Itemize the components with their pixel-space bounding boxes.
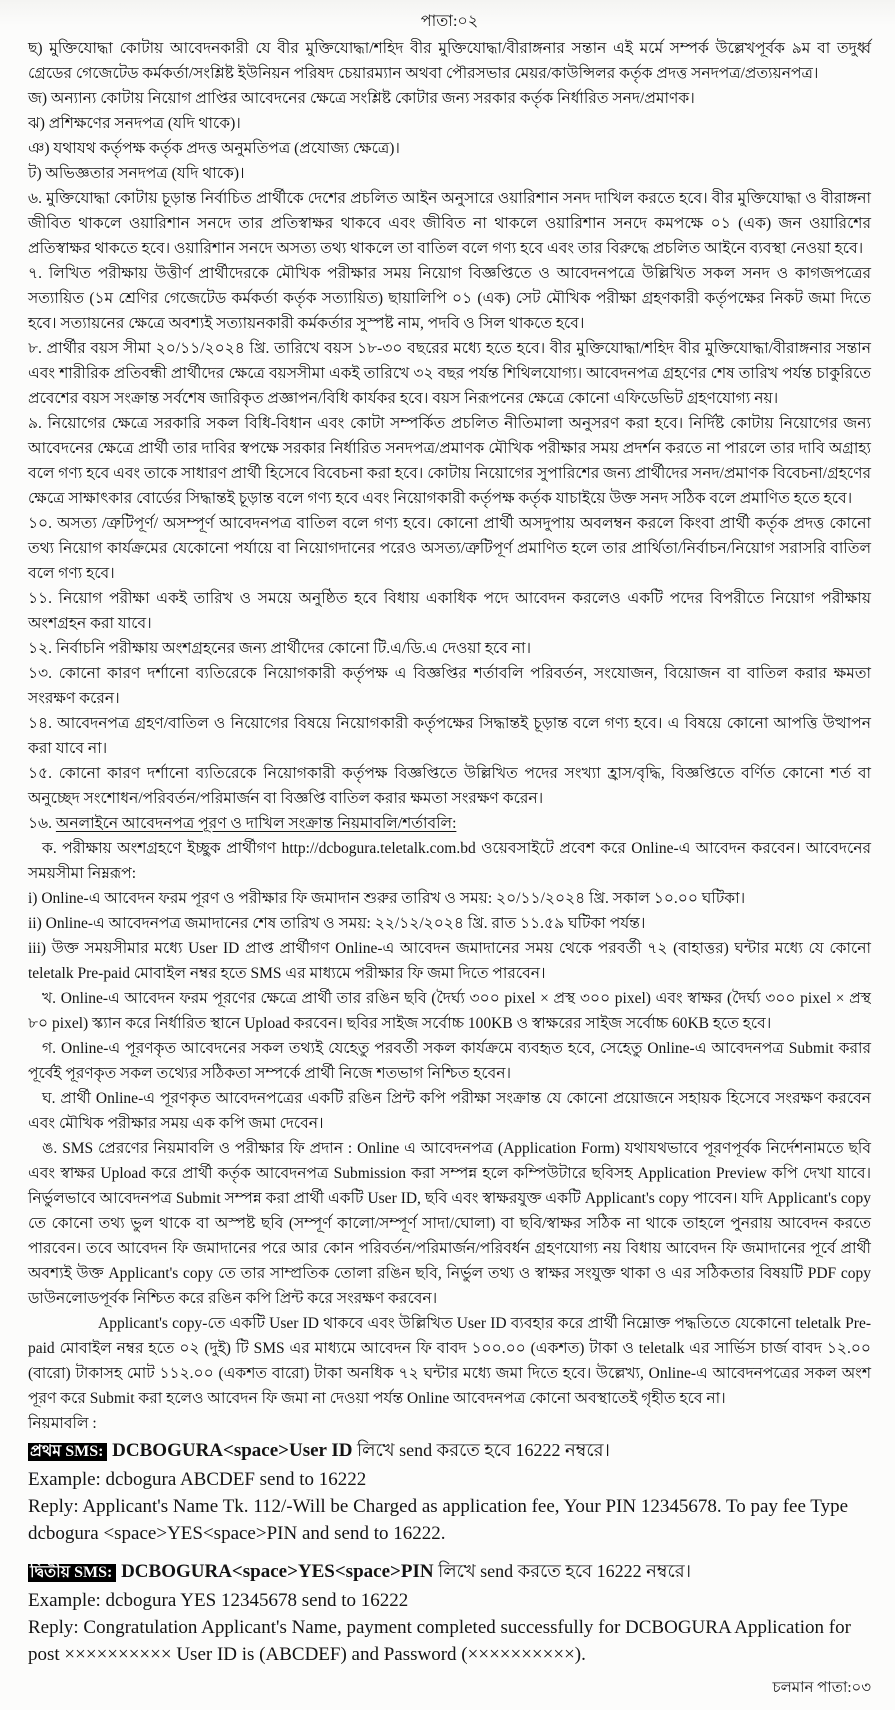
first-sms-reply: Reply: Applicant's Name Tk. 112/-Will be Charged as application fee, Your PIN 12345678. To pay fee Type dcbogura <space>YES<space>PIN and send to 16222. xyxy=(28,1496,849,1544)
rules-label: নিয়মাবলি : xyxy=(28,1415,97,1432)
page-number-header: পাতা:০২ xyxy=(420,13,479,30)
text-segment: লিখে send করতে হবে 16222 নম্বরে। xyxy=(433,1561,692,1581)
item-ta: ট) অভিজ্ঞতার সনদপত্র (যদি থাকে)। xyxy=(28,165,245,182)
text-segment: অনলাইনে আবেদনপত্র পূরণ ও দাখিল সংক্রান্ত নিয়মাবলি/শর্তাবলি: xyxy=(55,815,457,832)
timeline-i: i) Online-এ আবেদন ফরম পূরণ ও পরীক্ষার ফি জমাদান শুরুর তারিখ ও সময়: ২০/১১/২০২৪ খ্রি. সকাল ১০.০০ ঘটিকা। xyxy=(28,890,746,907)
first-sms-line xyxy=(28,1436,871,1466)
item-ja: জ) অন্যান্য কোটায় নিয়োগ প্রাপ্তির আবেদনের ক্ষেত্রে সংশ্লিষ্ট কোটার জন্য সরকার কর্তৃক নির্ধারিত সনদ/প্রমাণক। xyxy=(28,90,695,107)
item-jha: ঝ) প্রশিক্ষণের সনদপত্র (যদি থাকে)। xyxy=(28,115,241,132)
applicants-copy-para: Applicant's copy-তে একটি User ID থাকবে এবং উল্লিখিত User ID ব্যবহার করে প্রার্থী নিম্নোক্ত পদ্ধতিতে যেকোনো teletalk Pre-paid মোবাইল নম্বর হতে ০২ (দুই) টি SMS এর মাধ্যমে আবেদন ফি বাবদ ১০০.০০ (একশত) টাকা ও teletalk এর সার্ভিস চার্জ বাবদ ১২.০০ (বারো) টাকাসহ মোট ১১২.০০ (একশত বারো) টাকা অনধিক ৭২ ঘন্টার মধ্যে জমা দিতে হবে। উল্লেখ্য, Online-এ আবেদনপত্রের সকল অংশ পূরণ করে Submit করা হলেও আবেদন ফি জমা না দেওয়া পর্যন্ত Online আবেদনপত্র কোনো অবস্থাতেই গৃহীত হবে না। xyxy=(28,1315,871,1407)
item-ga: গ. Online-এ পূরণকৃত আবেদনের সকল তথ্যই যেহেতু পরবর্তী সকল কার্যক্রমে ব্যবহৃত হবে, সেহেতু Online-এ আবেদনপত্র Submit করার পূর্বেই পূরণকৃত সকল তথ্যের সঠিকতা সম্পর্কে প্রার্থী নিজে শতভাগ নিশ্চিত হবেন। xyxy=(28,1040,871,1082)
text-segment: DCBOGURA<space>User ID xyxy=(107,1440,353,1461)
item-16-heading xyxy=(28,811,871,836)
text-segment: DCBOGURA<space>YES<space>PIN xyxy=(116,1561,434,1582)
item-12: ১২. নির্বাচনি পরীক্ষায় অংশগ্রহনের জন্য প্রার্থীদের কোনো টি.এ/ডি.এ দেওয়া হবে না। xyxy=(28,640,532,657)
timeline-ii: ii) Online-এ আবেদনপত্র জমাদানের শেষ তারিখ ও সময়: ২২/১২/২০২৪ খ্রি. রাত ১১.৫৯ ঘটিকা পর্যন্ত। xyxy=(28,915,646,932)
timeline-iii: iii) উক্ত সময়সীমার মধ্যে User ID প্রাপ্ত প্রার্থীগণ Online-এ আবেদন জমাদানের সময় থেকে পরবর্তী ৭২ (বাহাত্তর) ঘন্টার মধ্যে যে কোনো teletalk Pre-paid মোবাইল নম্বর হতে SMS এর মাধ্যমে পরীক্ষার ফি জমা দিতে পারবেন। xyxy=(28,940,871,982)
item-gha: ঘ. প্রার্থী Online-এ পূরণকৃত আবেদনপত্রের একটি রঙিন প্রিন্ট কপি পরীক্ষা সংক্রান্ত যে কোনো প্রয়োজনে সহায়ক হিসেবে সংরক্ষণ করবেন এবং মৌখিক পরীক্ষার সময় এক কপি জমা দেবেন। xyxy=(28,1090,871,1132)
item-14: ১৪. আবেদনপত্র গ্রহণ/বাতিল ও নিয়োগের বিষয়ে নিয়োগকারী কর্তৃপক্ষের সিদ্ধান্তই চূড়ান্ত বলে গণ্য হবে। এ বিষয়ে কোনো আপত্তি উত্থাপন করা যাবে না। xyxy=(28,715,871,757)
website-url: http://dcbogura.teletalk.com.bd xyxy=(281,840,476,857)
item-7: ৭. লিখিত পরীক্ষায় উত্তীর্ণ প্রার্থীদেরকে মৌখিক পরীক্ষার সময় নিয়োগ বিজ্ঞপ্তিতে ও আবেদনপত্রে উল্লিখিত সকল সনদ ও কাগজপত্রের সত্যায়িত (১ম শ্রেণির গেজেটেড কর্মকর্তা কর্তৃক সত্যায়িত) ছায়ালিপি ০১ (এক) সেট মৌখিক পরীক্ষা গ্রহণকারী কর্তৃপক্ষের নিকট জমা দিতে হবে। সত্যায়নের ক্ষেত্রে অবশ্যই সত্যায়নকারী কর্মকর্তার সুস্পষ্ট নাম, পদবি ও সিল থাকতে হবে। xyxy=(28,265,871,332)
item-13: ১৩. কোনো কারণ দর্শানো ব্যতিরেকে নিয়োগকারী কর্তৃপক্ষ এ বিজ্ঞপ্তির শর্তাবলি পরিবর্তন, সংযোজন, বিয়োজন বা বাতিল করার ক্ষমতা সংরক্ষণ করেন। xyxy=(28,665,871,707)
item-chha: ছ) মুক্তিযোদ্ধা কোটায় আবেদনকারী যে বীর মুক্তিযোদ্ধা/শহিদ বীর মুক্তিযোদ্ধা/বীরাঙ্গনার সন্তান এই মর্মে সম্পর্ক উল্লেখপূর্বক ৯ম বা তদুর্ধ্ব গ্রেডের গেজেটেড কর্মকর্তা/সংশ্লিষ্ট ইউনিয়ন পরিষদ চেয়ারম্যান অথবা পৌরসভার মেয়র/কাউন্সিলর কর্তৃক প্রদত্ত সনদপত্র/প্রত্যয়নপত্র। xyxy=(28,40,871,82)
second-sms-line xyxy=(28,1557,871,1587)
text-segment: ক. পরীক্ষায় অংশগ্রহণে ইচ্ছুক প্রার্থীগণ xyxy=(42,840,282,857)
item-8: ৮. প্রার্থীর বয়স সীমা ২০/১১/২০২৪ খ্রি. তারিখে বয়স ১৮-৩০ বছরের মধ্যে হতে হবে। বীর মুক্তিযোদ্ধা/শহিদ বীর মুক্তিযোদ্ধা/বীরাঙ্গনার সন্তান এবং শারীরিক প্রতিবন্ধী প্রার্থীদের ক্ষেত্রে বয়সসীমা একই তারিখে ৩২ বছর পর্যন্ত শিথিলযোগ্য। আবেদনপত্র গ্রহণের শেষ তারিখ পর্যন্ত চাকুরিতে প্রবেশের বয়স সংক্রান্ত সর্বশেষ জারিকৃত প্রজ্ঞাপন/বিধি কার্যকর হবে। বয়স নিরূপনের ক্ষেত্রে কোনো এফিডেভিট গ্রহণযোগ্য নয়। xyxy=(28,340,871,407)
document-body xyxy=(28,36,871,1668)
second-sms-reply: Reply: Congratulation Applicant's Name, payment completed successfully for DCBOGURA Application for post ×××××××××× User ID is (ABCDEF) and Password (××××××××××). xyxy=(28,1617,851,1665)
item-11: ১১. নিয়োগ পরীক্ষা একই তারিখ ও সময়ে অনুষ্ঠিত হবে বিধায় একাধিক পদে আবেদন করলেও একটি পদের বিপরীতে নিয়োগ পরীক্ষায় অংশগ্রহন করা যাবে। xyxy=(28,590,871,632)
item-15: ১৫. কোনো কারণ দর্শানো ব্যতিরেকে নিয়োগকারী কর্তৃপক্ষ বিজ্ঞপ্তিতে উল্লিখিত পদের সংখ্যা হ্রাস/বৃদ্ধি, বিজ্ঞপ্তিতে বর্ণিত কোনো শর্ত বা অনুচ্ছেদ সংশোধন/পরিবর্তন/পরিমার্জন বা বিজ্ঞপ্তি বাতিল করার ক্ষমতা সংরক্ষণ করেন। xyxy=(28,765,871,807)
second-sms-example: Example: dcbogura YES 12345678 send to 16222 xyxy=(28,1590,409,1611)
sms-step-badge: দ্বিতীয় SMS: xyxy=(28,1564,116,1582)
item-6: ৬. মুক্তিযোদ্ধা কোটায় চূড়ান্ত নির্বাচিত প্রার্থীকে দেশের প্রচলিত আইন অনুসারে ওয়ারিশান সনদ দাখিল করতে হবে। বীর মুক্তিযোদ্ধা ও বীরাঙ্গনা জীবিত থাকলে ওয়ারিশান সনদে তার প্রতিস্বাক্ষর থাকবে এবং জীবিত না থাকলে ওয়ারিশান সনদে কমপক্ষে ০১ (এক) জন ওয়ারিশের প্রতিস্বাক্ষর থাকতে হবে। ওয়ারিশান সনদে অসত্য তথ্য থাকলে তা বাতিল বলে গণ্য হবে এবং তার বিরুদ্ধে প্রচলিত আইনে ব্যবস্থা নেওয়া হবে। xyxy=(28,190,871,257)
text-segment: ১৬. xyxy=(28,815,56,832)
text-segment: ওয়েবসাইটে প্রবেশ করে Online-এ আবেদন করবেন। আবেদনের সময়সীমা নিম্নরূপ: xyxy=(28,840,871,882)
item-9: ৯. নিয়োগের ক্ষেত্রে সরকারি সকল বিধি-বিধান এবং কোটা সম্পর্কিত প্রচলিত নীতিমালা অনুসরণ করা হবে। নির্দিষ্ট কোটায় নিয়োগের জন্য আবেদনের ক্ষেত্রে প্রার্থী তার দাবির স্বপক্ষে সরকার নির্ধারিত সনদপত্র/প্রমাণক মৌখিক পরীক্ষার সময় প্রদর্শন করতে না পারলে তার দাবি অগ্রাহ্য বলে গণ্য হবে এবং তাকে সাধারণ প্রার্থী হিসেবে বিবেচনা করা হবে। কোটায় নিয়োগের সুপারিশের জন্য প্রার্থীদের সনদ/প্রমাণক বিবেচনা/গ্রহণের ক্ষেত্রে সাক্ষাৎকার বোর্ডের সিদ্ধান্তই চূড়ান্ত বলে গণ্য হবে এবং নিয়োগকারী কর্তৃপক্ষ কর্তৃক যাচাইয়ে উক্ত সনদ সঠিক বলে প্রমাণিত হতে হবে। xyxy=(28,415,871,507)
text-segment: লিখে send করতে হবে 16222 নম্বরে। xyxy=(352,1440,610,1460)
item-kha: খ. Online-এ আবেদন ফরম পূরণের ক্ষেত্রে প্রার্থী তার রঙিন ছবি (দৈর্ঘ্য ৩০০ pixel × প্রস্থ ৩০০ pixel) এবং স্বাক্ষর (দৈর্ঘ্য ৩০০ pixel × প্রস্থ ৮০ pixel) স্ক্যান করে নির্ধারিত স্থানে Upload করবেন। ছবির সাইজ সর্বোচ্চ 100KB ও স্বাক্ষরের সাইজ সর্বোচ্চ 60KB হতে হবে। xyxy=(28,990,871,1032)
continuation-footer: চলমান পাতা:০৩ xyxy=(772,1680,871,1696)
item-nio: ঞ) যথাযথ কর্তৃপক্ষ কর্তৃক প্রদত্ত অনুমতিপত্র (প্রযোজ্য ক্ষেত্রে)। xyxy=(28,140,400,157)
sms-step-badge: প্রথম SMS: xyxy=(28,1443,107,1461)
item-ka xyxy=(28,836,871,886)
item-10: ১০. অসত্য /ত্রুটিপূর্ণ/ অসম্পূর্ণ আবেদনপত্র বাতিল বলে গণ্য হবে। কোনো প্রার্থী অসদুপায় অবলম্বন করলে কিংবা প্রার্থী কর্তৃক প্রদত্ত কোনো তথ্য নিয়োগ কার্যক্রমের যেকোনো পর্যায়ে বা নিয়োগদানের পরেও অসত্য/ত্রুটিপূর্ণ প্রমাণিত হলে তার প্রার্থিতা/নির্বাচন/নিয়োগ সরাসরি বাতিল বলে গণ্য হবে। xyxy=(28,515,871,582)
item-uno: ঙ. SMS প্রেরণের নিয়মাবলি ও পরীক্ষার ফি প্রদান : Online এ আবেদনপত্র (Application Form) যথাযথভাবে পূরণপূর্বক নির্দেশনামতে ছবি এবং স্বাক্ষর Upload করে প্রার্থী কর্তৃক আবেদনপত্র Submission করা সম্পন্ন হলে কম্পিউটারে ছবিসহ Application Preview কপি দেখা যাবে। নির্ভুলভাবে আবেদনপত্র Submit সম্পন্ন করা প্রার্থী একটি User ID, ছবি এবং স্বাক্ষরযুক্ত একটি Applicant's copy পাবেন। যদি Applicant's copy তে কোনো তথ্য ভুল থাকে বা অস্পষ্ট ছবি (সম্পূর্ণ কালো/সম্পূর্ণ সাদা/ঘোলা) বা ছবি/স্বাক্ষর সঠিক না থাকে তাহলে পুনরায় আবেদন করতে পারবেন। তবে আবেদন ফি জমাদানের পরে আর কোন পরিবর্তন/পরিমার্জন/পরিবর্ধন গ্রহণযোগ্য নয় বিধায় আবেদন ফি জমাদানের পূর্বে প্রার্থী অবশ্যই উক্ত Applicant's copy তে তার সাম্প্রতিক তোলা রঙিন ছবি, নির্ভুল তথ্য ও স্বাক্ষর সংযুক্ত থাকা ও এর সঠিকতার বিষয়টি PDF copy ডাউনলোডপূর্বক নিশ্চিত করে রঙিন কপি প্রিন্ট করে সংরক্ষণ করবেন। xyxy=(28,1140,871,1307)
first-sms-example: Example: dcbogura ABCDEF send to 16222 xyxy=(28,1469,367,1490)
